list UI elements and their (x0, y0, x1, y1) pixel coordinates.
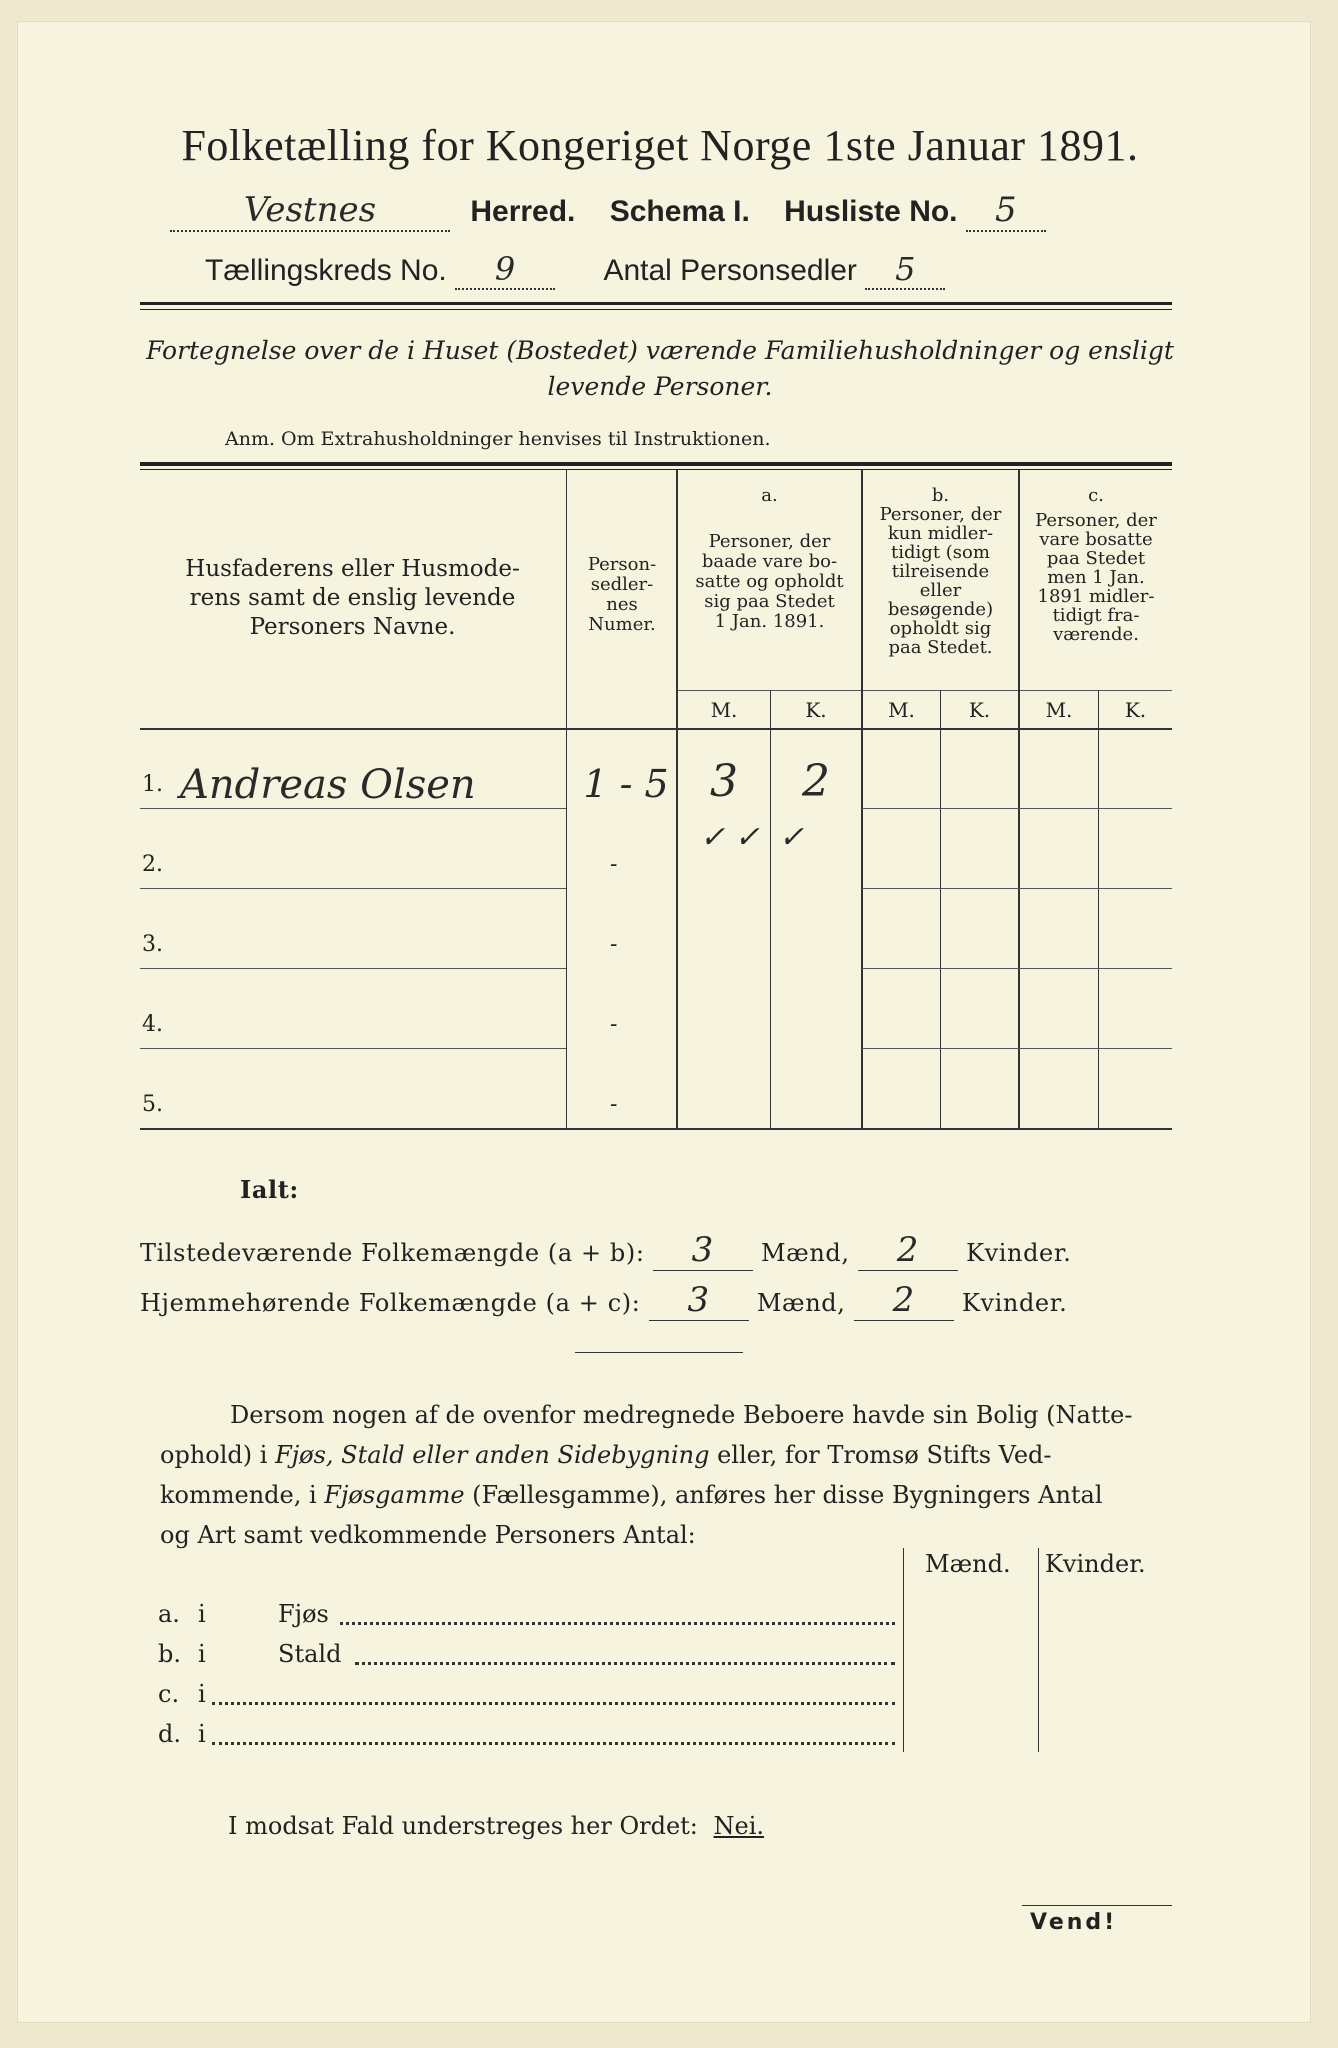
row-4-number: 4. (142, 1012, 163, 1037)
modsat-label: I modsat Fald understreges her Ordet: (228, 1812, 698, 1840)
col-line-1 (566, 470, 567, 1128)
building-a-prep: i (198, 1600, 206, 1628)
vend-rule (1022, 1905, 1172, 1906)
col-a-line-2: baade vare bo- (701, 551, 838, 572)
col-c-letter: c. (1088, 485, 1104, 506)
col-b-line-1: Personer, der (879, 504, 1002, 525)
col-a-line-5: 1 Jan. 1891. (714, 611, 825, 632)
buildings-kvinder-header: Kvinder. (1045, 1550, 1146, 1578)
tilstede-label: Tilstedeværende Folkemængde (a + b): (140, 1239, 645, 1267)
col-c-line-3: paa Stedet (1046, 548, 1146, 569)
building-b-letter: b. (158, 1640, 181, 1668)
col-a-line-1: Personer, der (708, 531, 831, 552)
personsedler-value: 5 (865, 250, 945, 290)
col-a-line-3: satte og opholdt (695, 571, 844, 592)
hjemme-maend: Mænd, (756, 1289, 846, 1317)
header-rule (140, 302, 1172, 305)
husliste-value: 5 (966, 190, 1046, 232)
herred-value: Vestnes (170, 190, 450, 232)
row-5-numer: - (610, 1092, 618, 1117)
col-line-b-mk (940, 690, 941, 1128)
buildings-col-line-1 (903, 1548, 904, 1752)
building-b-prep: i (198, 1640, 206, 1668)
col-b-letter: b. (931, 485, 950, 506)
building-d-dots (212, 1742, 895, 1745)
building-a-name: Fjøs (278, 1600, 329, 1628)
row-3-number: 3. (142, 932, 163, 957)
para-line-3a: kommende, i (160, 1481, 325, 1509)
kreds-label: Tællingskreds No. (205, 254, 447, 287)
col-c-line-2: vare bosatte (1039, 529, 1153, 550)
para-line-2c: eller, for Tromsø Stifts Ved- (709, 1441, 1052, 1469)
col-num-line-1: Person- (587, 554, 657, 575)
para-line-3 (160, 1475, 1170, 1515)
building-d-prep: i (198, 1720, 206, 1748)
col-num-header (568, 555, 676, 635)
building-b-dots (355, 1662, 895, 1665)
herred-line (170, 190, 1170, 232)
vend-label: Vend! (1030, 1910, 1118, 1935)
ialt-label: Ialt: (240, 1175, 299, 1204)
row-2-rule-bc (862, 888, 1172, 889)
col-b-header (863, 486, 1018, 657)
c-k-header: K. (1124, 698, 1147, 722)
description (140, 333, 1180, 405)
building-d-letter: d. (158, 1720, 181, 1748)
row-5-number: 5. (142, 1092, 163, 1117)
hjemme-k: 2 (854, 1280, 954, 1321)
row-1-a-k: 2 (802, 756, 830, 807)
col-b-line-8: paa Stedet. (888, 637, 993, 658)
row-2-number: 2. (142, 852, 163, 877)
col-c-line-5: 1891 midler- (1037, 586, 1155, 607)
schema-label: Schema I. (609, 195, 750, 228)
hjemme-kvinder: Kvinder. (961, 1289, 1068, 1317)
col-c-line-7: værende. (1053, 624, 1139, 645)
modsat-line (228, 1812, 764, 1840)
col-b-line-4: tilreisende (891, 561, 990, 582)
col-name-line-2: rens samt de enslig levende (189, 585, 516, 611)
nei-word: Nei. (713, 1812, 765, 1840)
description-line-1: Fortegnelse over de i Huset (Bostedet) værende Familiehusholdninger og ensligt (146, 336, 1174, 365)
col-num-line-3: nes (606, 594, 638, 615)
check-marks: ✓ ✓ ✓ (700, 820, 805, 855)
col-num-line-4: Numer. (588, 614, 656, 635)
c-m-header: M. (1045, 698, 1073, 722)
sidebygning-paragraph (160, 1395, 1170, 1555)
col-b-line-6: besøgende) (887, 599, 994, 620)
a-k-header: K. (805, 698, 827, 722)
row-3-numer: - (610, 932, 618, 957)
row-4-rule-bc (862, 1048, 1172, 1049)
building-b-name: Stald (278, 1640, 342, 1668)
row-4-rule-name (140, 1048, 566, 1049)
para-line-4: og Art samt vedkommende Personers Antal: (160, 1521, 696, 1549)
col-name-line-3: Personers Navne. (249, 614, 456, 640)
hjemme-label: Hjemmehørende Folkemængde (a + c): (140, 1289, 641, 1317)
section-divider (575, 1352, 743, 1353)
building-c-letter: c. (158, 1680, 180, 1708)
personsedler-label: Antal Personsedler (603, 254, 857, 287)
anm-note: Anm. Om Extrahusholdninger henvises til Instruktionen. (225, 428, 771, 450)
building-a-letter: a. (158, 1600, 180, 1628)
para-line-2 (160, 1435, 1170, 1475)
building-c-dots (212, 1702, 895, 1705)
b-k-header: K. (968, 698, 991, 722)
row-1-name: Andreas Olsen (180, 762, 476, 808)
col-a-line-4: sig paa Stedet (704, 591, 835, 612)
para-line-3b: Fjøsgamme (324, 1481, 465, 1509)
a-m-header: M. (710, 698, 738, 722)
row-3-rule-bc (862, 968, 1172, 969)
hjemme-line (140, 1280, 1067, 1321)
table-bottom-rule (140, 1128, 1172, 1130)
col-c-line-1: Personer, der (1035, 510, 1157, 531)
tilstede-maend: Mænd, (761, 1239, 850, 1267)
row-1-rule-name (140, 808, 566, 809)
row-2-rule-name (140, 888, 566, 889)
col-name-line-1: Husfaderens eller Husmode- (185, 556, 520, 582)
table-top-rule (140, 462, 1172, 466)
kreds-line (205, 250, 1165, 290)
para-line-1: Dersom nogen af de ovenfor medregnede Beboere havde sin Bolig (Natte- (230, 1401, 1133, 1429)
header-rule-thin (140, 309, 1172, 310)
husliste-label: Husliste No. (784, 195, 958, 228)
herred-label: Herred. (470, 195, 576, 228)
para-line-2a: ophold) i (160, 1441, 276, 1469)
para-line-2b: Fjøs, Stald eller anden Sidebygning (275, 1441, 710, 1469)
col-name-header (150, 555, 555, 642)
col-c-header (1020, 486, 1172, 644)
row-1-number: 1. (142, 772, 163, 797)
col-num-line-2: sedler- (590, 574, 654, 595)
row-1-numer: 1 - 5 (583, 762, 669, 806)
col-c-line-6: tidigt fra- (1052, 605, 1140, 626)
col-a-letter: a. (761, 485, 778, 506)
col-c-line-4: men 1 Jan. (1047, 567, 1145, 588)
hjemme-m: 3 (649, 1280, 749, 1321)
tilstede-kvinder: Kvinder. (966, 1239, 1072, 1267)
row-2-numer: - (610, 852, 618, 877)
kreds-value: 9 (455, 250, 555, 290)
para-line-3c: (Fællesgamme), anføres her disse Bygningers Antal (464, 1481, 1103, 1509)
col-line-a-mk (770, 690, 771, 1128)
row-1-rule-bc (862, 808, 1172, 809)
col-b-line-2: kun midler- (887, 523, 994, 544)
col-b-line-3: tidigt (som (891, 542, 990, 563)
tilstede-k: 2 (858, 1230, 958, 1271)
tilstede-m: 3 (653, 1230, 753, 1271)
col-b-line-7: opholdt sig (889, 618, 992, 639)
buildings-col-line-2 (1038, 1548, 1039, 1752)
buildings-maend-header: Mænd. (925, 1550, 1011, 1578)
col-a-header (678, 486, 861, 632)
building-a-dots (340, 1622, 895, 1625)
row-4-numer: - (610, 1012, 618, 1037)
census-form-page (18, 22, 1310, 2022)
col-b-line-5: eller (919, 580, 962, 601)
b-m-header: M. (888, 698, 915, 722)
form-title: Folketælling for Kongeriget Norge 1ste Januar 1891. (181, 121, 1139, 170)
description-line-2: levende Personer. (547, 372, 773, 401)
tilstede-line (140, 1230, 1072, 1271)
row-1-a-m: 3 (710, 756, 738, 807)
building-c-prep: i (198, 1680, 206, 1708)
row-3-rule-name (140, 968, 566, 969)
col-line-c-mk (1098, 690, 1099, 1128)
